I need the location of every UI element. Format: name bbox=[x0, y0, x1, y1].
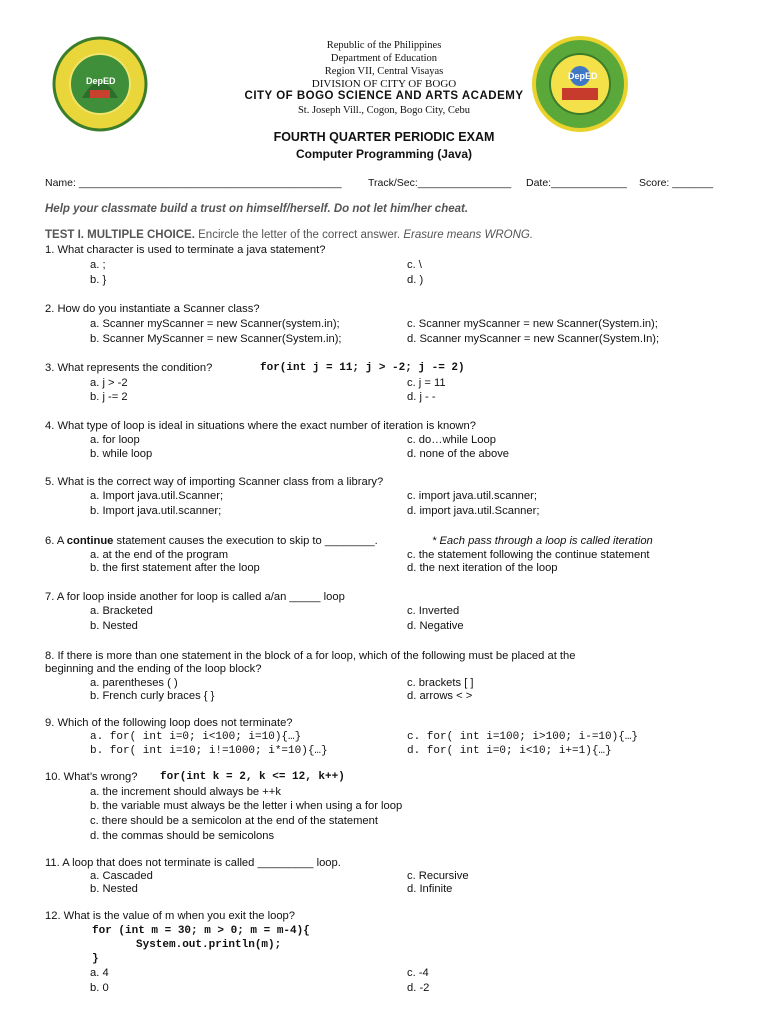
q5-option-b[interactable]: b. Import java.util.scanner; bbox=[90, 505, 222, 517]
q12-option-a[interactable]: a. 4 bbox=[90, 967, 109, 979]
q10-option-b[interactable]: b. the variable must always be the letter i when using a for loop bbox=[90, 800, 403, 812]
q6-suffix: statement causes the execution to skip to ________. bbox=[116, 535, 378, 547]
q4-option-c[interactable]: c. do…while Loop bbox=[407, 434, 496, 446]
q12-code-line-3: } bbox=[92, 953, 99, 965]
q3-option-b[interactable]: b. j -= 2 bbox=[90, 391, 128, 403]
question-9: 9. Which of the following loop does not terminate? bbox=[45, 717, 293, 729]
q6-prefix: 6. A bbox=[45, 535, 64, 547]
test-erasure-note: Erasure means WRONG. bbox=[403, 229, 534, 241]
q9-option-b[interactable]: b. for( int i=10; i!=1000; i*=10){…} bbox=[90, 745, 328, 757]
header-department: Department of Education bbox=[330, 53, 438, 64]
q3-option-d[interactable]: d. j - - bbox=[407, 391, 436, 403]
q6-keyword: continue bbox=[66, 535, 114, 547]
q6-note: * Each pass through a loop is called iteration bbox=[432, 535, 653, 547]
question-2: 2. How do you instantiate a Scanner class? bbox=[45, 303, 260, 315]
q2-option-a[interactable]: a. Scanner myScanner = new Scanner(system.in); bbox=[90, 318, 340, 330]
q7-option-b[interactable]: b. Nested bbox=[90, 620, 138, 632]
q12-option-c[interactable]: c. -4 bbox=[407, 967, 429, 979]
q5-option-d[interactable]: d. import java.util.Scanner; bbox=[407, 505, 540, 517]
test-instruction: Encircle the letter of the correct answer. bbox=[198, 229, 401, 241]
q10-code: for(int k = 2, k <= 12, k++) bbox=[160, 771, 345, 783]
question-10: 10. What’s wrong? bbox=[45, 771, 138, 783]
q1-option-d[interactable]: d. ) bbox=[407, 274, 424, 286]
q2-option-b[interactable]: b. Scanner MyScanner = new Scanner(System.in); bbox=[90, 333, 342, 345]
header-republic: Republic of the Philippines bbox=[326, 40, 442, 51]
q12-option-d[interactable]: d. -2 bbox=[407, 982, 430, 994]
question-5: 5. What is the correct way of importing Scanner class from a library? bbox=[45, 476, 384, 488]
question-1: 1. What character is used to terminate a java statement? bbox=[45, 244, 326, 256]
q11-option-d[interactable]: d. Infinite bbox=[407, 883, 453, 895]
q11-option-a[interactable]: a. Cascaded bbox=[90, 870, 153, 882]
header-division: DIVISION OF CITY OF BOGO bbox=[311, 78, 457, 90]
q3-option-c[interactable]: c. j = 11 bbox=[407, 377, 446, 389]
q5-option-a[interactable]: a. Import java.util.Scanner; bbox=[90, 490, 224, 502]
q11-option-b[interactable]: b. Nested bbox=[90, 883, 138, 895]
q7-option-d[interactable]: d. Negative bbox=[407, 620, 464, 632]
q8-option-a[interactable]: a. parentheses ( ) bbox=[90, 677, 178, 689]
test-title: TEST I. MULTIPLE CHOICE. bbox=[45, 229, 195, 241]
left-seal-badge: DepED bbox=[86, 76, 116, 86]
score-field[interactable]: Score: _______ bbox=[639, 177, 714, 189]
q4-option-d[interactable]: d. none of the above bbox=[407, 448, 510, 460]
question-4: 4. What type of loop is ideal in situations where the exact number of iteration is known? bbox=[45, 420, 476, 432]
question-12: 12. What is the value of m when you exit the loop? bbox=[45, 910, 295, 922]
question-6 bbox=[45, 535, 378, 547]
track-field[interactable]: Track/Sec:________________ bbox=[368, 177, 512, 189]
q10-option-c[interactable]: c. there should be a semicolon at the end of the statement bbox=[90, 815, 378, 827]
q12-option-b[interactable]: b. 0 bbox=[90, 982, 109, 994]
q3-code: for(int j = 11; j > -2; j -= 2) bbox=[260, 362, 465, 374]
question-3: 3. What represents the condition? bbox=[45, 362, 213, 374]
q8-option-d[interactable]: d. arrows < > bbox=[407, 690, 473, 702]
q6-option-d[interactable]: d. the next iteration of the loop bbox=[407, 562, 558, 574]
question-8-line-2: beginning and the ending of the loop block? bbox=[45, 663, 262, 675]
q6-option-c[interactable]: c. the statement following the continue statement bbox=[407, 549, 650, 561]
q7-option-a[interactable]: a. Bracketed bbox=[90, 605, 153, 617]
q12-code-line-1: for (int m = 30; m > 0; m = m-4){ bbox=[92, 925, 310, 937]
exam-subject: Computer Programming (Java) bbox=[295, 147, 473, 161]
q7-option-c[interactable]: c. Inverted bbox=[407, 605, 460, 617]
q1-option-c[interactable]: c. \ bbox=[407, 259, 422, 271]
q6-option-a[interactable]: a. at the end of the program bbox=[90, 549, 229, 561]
question-11: 11. A loop that does not terminate is called _________ loop. bbox=[45, 857, 341, 869]
name-field[interactable]: Name: _____________________________________________ bbox=[45, 177, 342, 189]
q8-option-c[interactable]: c. brackets [ ] bbox=[407, 677, 474, 689]
question-8-line-1: 8. If there is more than one statement in the block of a for loop, which of the following must be placed at the bbox=[45, 650, 576, 662]
q12-code-line-2: System.out.println(m); bbox=[136, 939, 282, 951]
right-seal-badge: DepED bbox=[568, 71, 598, 81]
q1-option-a[interactable]: a. ; bbox=[90, 259, 106, 271]
q10-option-d[interactable]: d. the commas should be semicolons bbox=[90, 830, 275, 842]
q1-option-b[interactable]: b. } bbox=[90, 274, 107, 286]
q11-option-c[interactable]: c. Recursive bbox=[407, 870, 469, 882]
q3-option-a[interactable]: a. j > -2 bbox=[90, 377, 128, 389]
header-school-name: CITY OF BOGO SCIENCE AND ARTS ACADEMY bbox=[244, 90, 524, 102]
test-heading bbox=[45, 229, 533, 241]
q10-option-a[interactable]: a. the increment should always be ++k bbox=[90, 786, 281, 798]
q9-option-c[interactable]: c. for( int i=100; i>100; i-=10){…} bbox=[407, 731, 639, 743]
exam-title: FOURTH QUARTER PERIODIC EXAM bbox=[273, 130, 495, 144]
header-address: St. Joseph Vill., Cogon, Bogo City, Cebu bbox=[297, 105, 471, 116]
question-7: 7. A for loop inside another for loop is called a/an _____ loop bbox=[45, 591, 345, 603]
q8-option-b[interactable]: b. French curly braces { } bbox=[90, 690, 215, 702]
reminder-text: Help your classmate build a trust on himself/herself. Do not let him/her cheat. bbox=[45, 203, 469, 215]
q9-option-a[interactable]: a. for( int i=0; i<100; i=10){…} bbox=[90, 731, 302, 743]
q2-option-d[interactable]: d. Scanner myScanner = new Scanner(System.In); bbox=[407, 333, 660, 345]
date-field[interactable]: Date:_____________ bbox=[526, 177, 628, 189]
q9-option-d[interactable]: d. for( int i=0; i<10; i+=1){…} bbox=[407, 745, 612, 757]
q4-option-a[interactable]: a. for loop bbox=[90, 434, 140, 446]
q5-option-c[interactable]: c. import java.util.scanner; bbox=[407, 490, 537, 502]
q4-option-b[interactable]: b. while loop bbox=[90, 448, 153, 460]
q2-option-c[interactable]: c. Scanner myScanner = new Scanner(System.in); bbox=[407, 318, 658, 330]
header-region: Region VII, Central Visayas bbox=[324, 66, 444, 77]
q6-option-b[interactable]: b. the first statement after the loop bbox=[90, 562, 260, 574]
